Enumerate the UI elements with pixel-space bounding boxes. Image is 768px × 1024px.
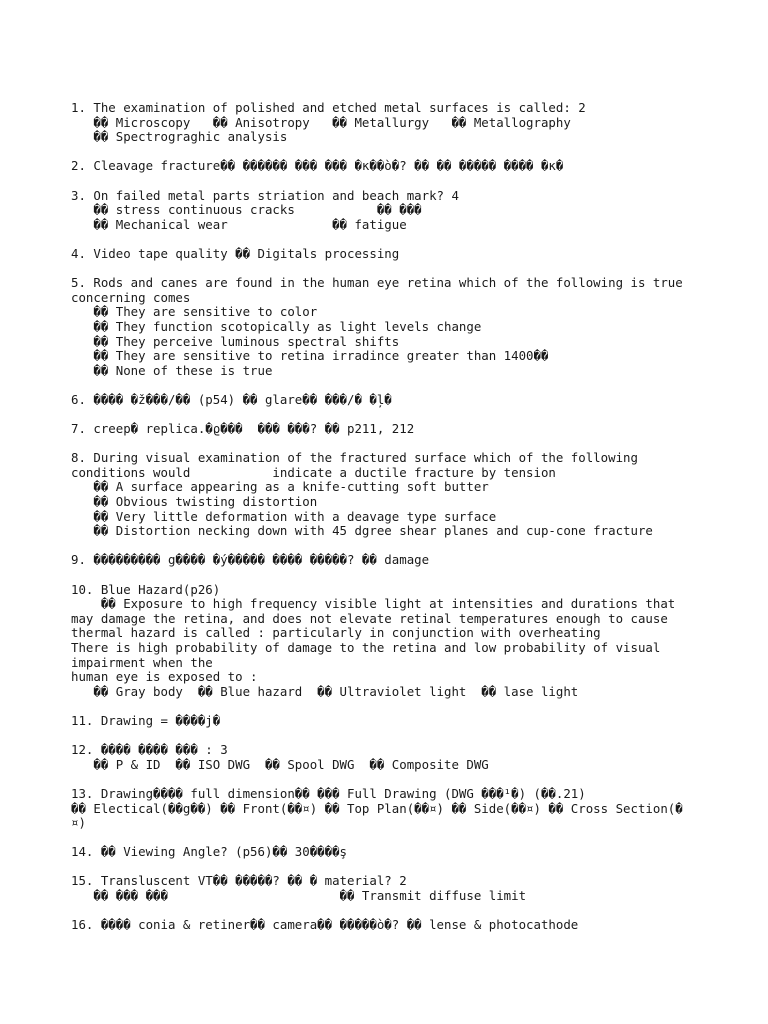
text-line: 16. ���� conia & retiner�� camera�� �����ò�? �� lense & photocathode xyxy=(71,917,579,933)
text-line: 12. ���� ���� ��� : 3 xyxy=(71,742,228,758)
blank-line xyxy=(71,437,701,452)
text-line: 9. ��������� g���� �ý����� ���� �����? �� damage xyxy=(71,552,430,568)
blank-line xyxy=(71,904,701,919)
text-line: 5. Rods and canes are found in the human eye retina which of the following is true xyxy=(71,275,683,291)
text-line: �� Spectrograghic analysis xyxy=(71,129,288,145)
text-line: 2. Cleavage fracture�� ������ ��� ��� �κ��ò�? �� �� ����� ���� �κ� xyxy=(71,158,564,174)
blank-line xyxy=(71,232,701,247)
blank-line xyxy=(71,378,701,393)
text-line: 13. Drawing���� full dimension�� ��� Full Drawing (DWG ���¹�) (��.21) xyxy=(71,785,586,801)
blank-line xyxy=(71,729,701,744)
text-line: impairment when the xyxy=(71,654,213,670)
text-line: �� Gray body �� Blue hazard �� Ultraviolet light �� lase light xyxy=(71,683,579,699)
text-line: There is high probability of damage to the retina and low probability of visual xyxy=(71,639,661,655)
text-line: �� None of these is true xyxy=(71,362,273,378)
text-line: may damage the retina, and does not elevate retinal temperatures enough to cause xyxy=(71,610,668,626)
text-line: �� P & ID �� ISO DWG �� Spool DWG �� Composite DWG xyxy=(71,756,489,772)
text-line: thermal hazard is called : particularly in conjunction with overheating xyxy=(71,625,601,641)
text-line: 14. �� Viewing Angle? (p56)�� 30����ş xyxy=(71,844,348,860)
text-line: 3. On failed metal parts striation and beach mark? 4 xyxy=(71,187,459,203)
blank-line xyxy=(71,772,701,787)
text-line: �� Microscopy �� Anisotropy �� Metallurgy �� Metallography xyxy=(71,114,571,130)
text-line: �� A surface appearing as a knife-cutting soft butter xyxy=(71,479,489,495)
text-line: �� Mechanical wear �� fatigue xyxy=(71,216,407,232)
text-line: 1. The examination of polished and etched metal surfaces is called: 2 xyxy=(71,100,586,115)
blank-line xyxy=(71,262,701,277)
text-line: 8. During visual examination of the fractured surface which of the following xyxy=(71,450,638,466)
document-text xyxy=(71,101,701,933)
text-line: �� They function scotopically as light levels change xyxy=(71,318,482,334)
text-line: 10. Blue Hazard(p26) xyxy=(71,581,221,597)
blank-line xyxy=(71,699,701,714)
text-line: �� Distortion necking down with 45 dgree shear planes and cup-cone fracture xyxy=(71,523,653,539)
text-line: �� Very little deformation with a deavage type surface xyxy=(71,508,497,524)
blank-line xyxy=(71,145,701,160)
text-line: �� Obvious twisting distortion xyxy=(71,494,318,510)
text-line: �� stress continuous cracks �� ��� xyxy=(71,202,422,218)
text-line: ¤) xyxy=(71,815,86,831)
blank-line xyxy=(71,860,701,875)
text-line: 11. Drawing = ����j� xyxy=(71,712,221,728)
text-line: 6. ���� �ž���/�� (p54) �� glare�� ���/� �ļ� xyxy=(71,391,392,407)
text-line: concerning comes xyxy=(71,289,191,305)
text-line: 4. Video tape quality �� Digitals processing xyxy=(71,245,400,261)
text-line: 15. Transluscent VT�� �����? �� � material? 2 xyxy=(71,873,407,889)
text-line: �� ��� ��� �� Transmit diffuse limit xyxy=(71,888,527,904)
text-line: �� They are sensitive to color xyxy=(71,304,318,320)
blank-line xyxy=(71,539,701,554)
text-line: human eye is exposed to : xyxy=(71,669,258,685)
blank-line xyxy=(71,407,701,422)
text-line: �� They perceive luminous spectral shifts xyxy=(71,333,400,349)
text-line: conditions would indicate a ductile fracture by tension xyxy=(71,464,556,480)
blank-line xyxy=(71,568,701,583)
text-line: 7. creep� replica.�ϱ��� ��� ���? �� p211, 212 xyxy=(71,421,415,437)
text-line: �� Electical(��g��) �� Front(��¤) �� Top Plan(��¤) �� Side(��¤) �� Cross Section(� xyxy=(71,800,683,816)
blank-line xyxy=(71,831,701,846)
blank-line xyxy=(71,174,701,189)
text-line: �� Exposure to high frequency visible light at intensities and durations that xyxy=(71,596,676,612)
text-line: �� They are sensitive to retina irradince greater than 1400�� xyxy=(71,348,549,364)
